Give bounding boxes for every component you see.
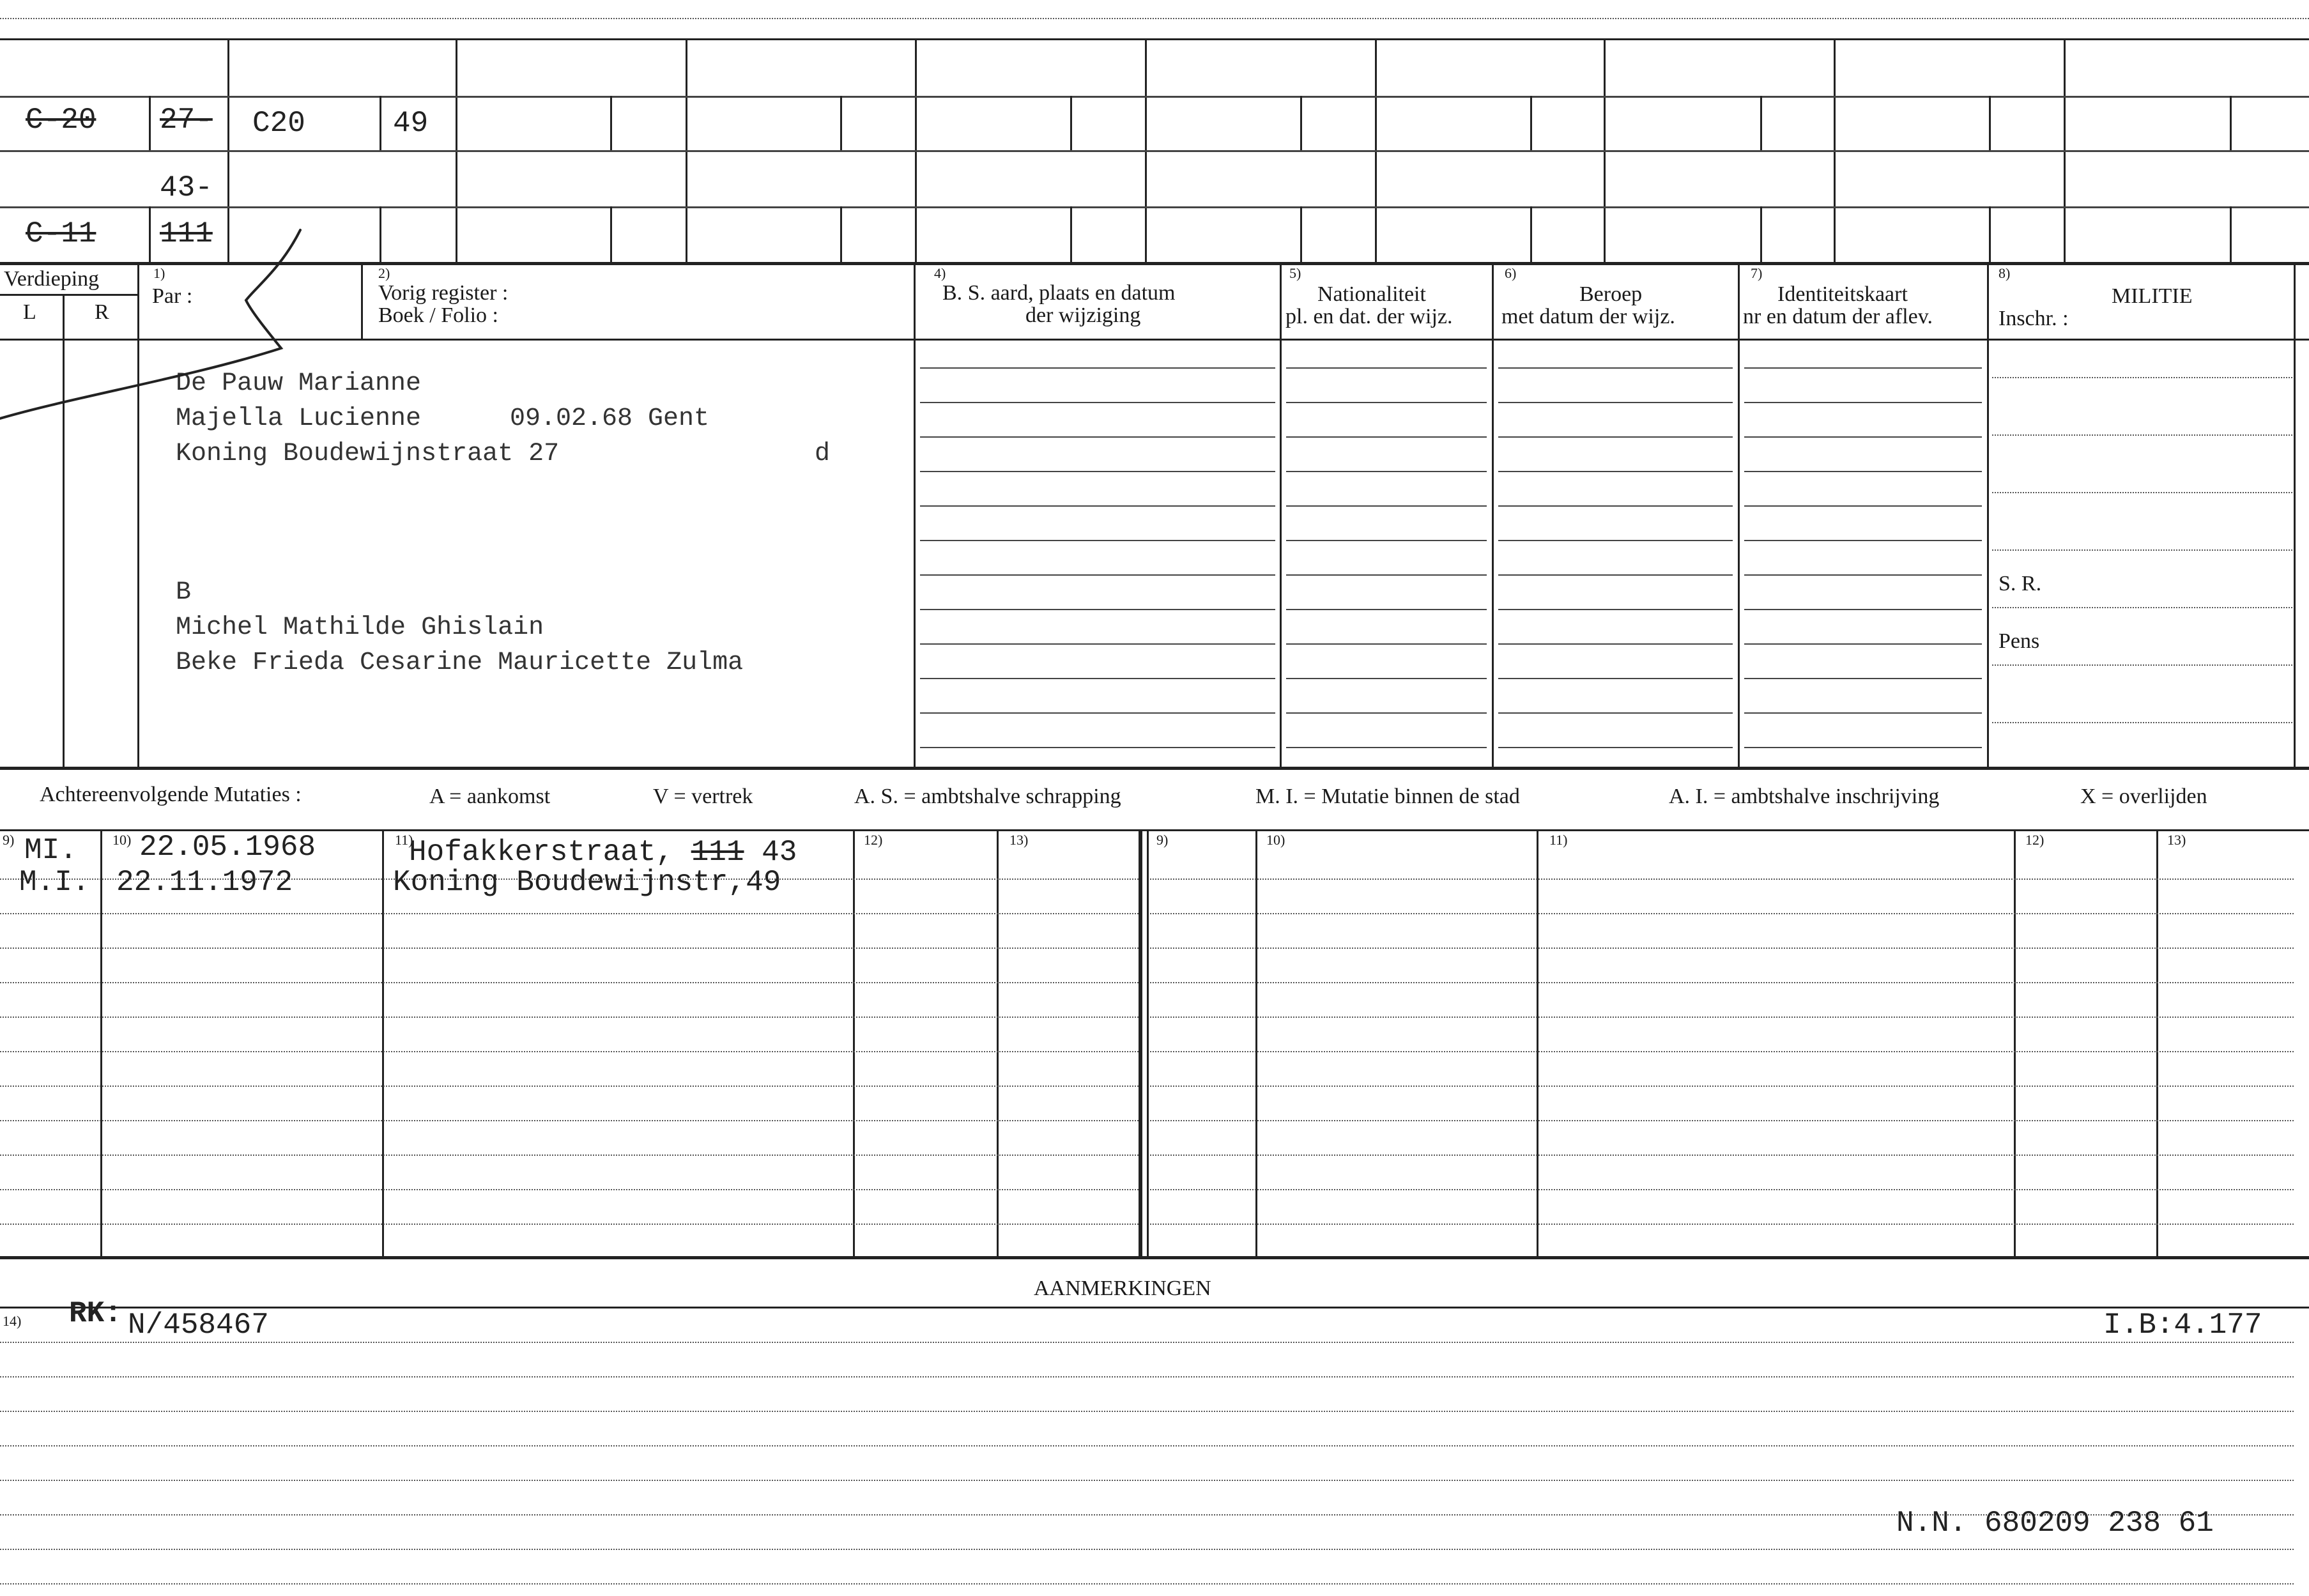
mutation-1-date: 22.05.1968	[139, 831, 316, 864]
person-father: Michel Mathilde Ghislain	[176, 613, 544, 642]
bs-label-line2: der wijziging	[1025, 303, 1141, 327]
person-mother: Beke Frieda Cesarine Mauricette Zulma	[176, 648, 744, 677]
column-number-10b: 10)	[1266, 832, 1285, 848]
mutation-1-street: Hofakkerstraat,	[409, 836, 674, 869]
column-number-12b: 12)	[2025, 832, 2044, 848]
house-number: 49	[393, 107, 429, 140]
shelf-number-1-value: 27-	[160, 104, 213, 137]
nationality-label-line1: Nationaliteit	[1317, 282, 1426, 306]
shelf-number-3-value: 111	[160, 217, 213, 250]
column-number-12: 12)	[864, 832, 883, 848]
legend-ambtshalve-inschrijving: A. I. = ambtshalve inschrijving	[1669, 785, 1940, 808]
field-number-2: 2)	[378, 265, 390, 281]
rk-number: N/458467	[128, 1308, 269, 1342]
legend-mutatie-binnen-stad: M. I. = Mutatie binnen de stad	[1255, 785, 1520, 808]
left-label: L	[23, 300, 36, 324]
field-number-5: 5)	[1289, 265, 1301, 281]
identity-card-label-line1: Identiteitskaart	[1777, 282, 1908, 306]
column-number-9: 9)	[3, 832, 15, 848]
shelf-number-2: 43-	[160, 171, 213, 204]
shelf-code-3-value: C-11	[26, 217, 96, 250]
mutation-2-date: 22.11.1972	[116, 866, 293, 899]
identity-card-label-line2: nr en datum der aflev.	[1743, 305, 1933, 328]
rk-label: RK:	[69, 1297, 122, 1330]
nationality-label-line2: pl. en dat. der wijz.	[1285, 305, 1453, 328]
shelf-code-1-value: C-20	[26, 104, 96, 137]
vorig-register-label: Vorig register :	[378, 281, 509, 305]
inschr-label: Inschr. :	[1998, 307, 2069, 330]
person-surname: De Pauw Marianne	[176, 369, 422, 398]
profession-label-line2: met datum der wijz.	[1501, 305, 1675, 328]
profession-label-line1: Beroep	[1579, 282, 1643, 306]
column-number-13: 13)	[1009, 832, 1029, 848]
militie-label: MILITIE	[2112, 284, 2193, 308]
mutation-2-address: Koning Boudewijnstr,49	[393, 866, 781, 899]
mutation-2-type: M.I.	[19, 866, 90, 899]
verdieping-label: Verdieping	[4, 267, 100, 291]
field-number-7: 7)	[1751, 265, 1763, 281]
field-number-14: 14)	[3, 1313, 22, 1329]
legend-ambtshalve-schrapping: A. S. = ambtshalve schrapping	[854, 785, 1121, 808]
person-birth: 09.02.68 Gent	[510, 404, 710, 433]
column-number-9b: 9)	[1156, 832, 1169, 848]
mutations-legend-title: Achtereenvolgende Mutaties :	[40, 783, 302, 806]
shelf-code-new: C20	[252, 107, 305, 140]
field-number-8: 8)	[1998, 265, 2011, 281]
column-number-11b: 11)	[1549, 832, 1568, 848]
mutation-1-address	[409, 836, 797, 869]
par-label: Par :	[152, 284, 193, 308]
remarks-title: AANMERKINGEN	[1034, 1277, 1211, 1300]
field-number-4: 4)	[934, 265, 946, 281]
mutation-1-new-number: 43	[762, 836, 797, 869]
person-status: B	[176, 578, 192, 607]
field-number-1: 1)	[153, 265, 165, 281]
legend-aankomst: A = aankomst	[429, 785, 551, 808]
bs-label-line1: B. S. aard, plaats en datum	[942, 281, 1176, 305]
mutation-1-type: MI.	[24, 834, 77, 867]
person-address: Koning Boudewijnstraat 27	[176, 440, 560, 468]
person-given-names: Majella Lucienne	[176, 404, 422, 433]
column-number-11: 11)	[395, 832, 413, 848]
boek-folio-label: Boek / Folio :	[378, 303, 498, 327]
sr-label: S. R.	[1998, 572, 2042, 595]
legend-overlijden: X = overlijden	[2080, 785, 2207, 808]
column-number-13b: 13)	[2167, 832, 2186, 848]
person-address-mark: d	[815, 440, 831, 468]
field-number-6: 6)	[1505, 265, 1517, 281]
column-number-10: 10)	[112, 832, 132, 848]
right-label: R	[95, 300, 109, 324]
legend-vertrek: V = vertrek	[653, 785, 753, 808]
ib-number: I.B:4.177	[2103, 1308, 2262, 1342]
pens-label: Pens	[1998, 629, 2040, 653]
mutation-1-old-number: 111	[691, 836, 744, 869]
national-number: N.N. 680209 238 61	[1896, 1507, 2214, 1540]
